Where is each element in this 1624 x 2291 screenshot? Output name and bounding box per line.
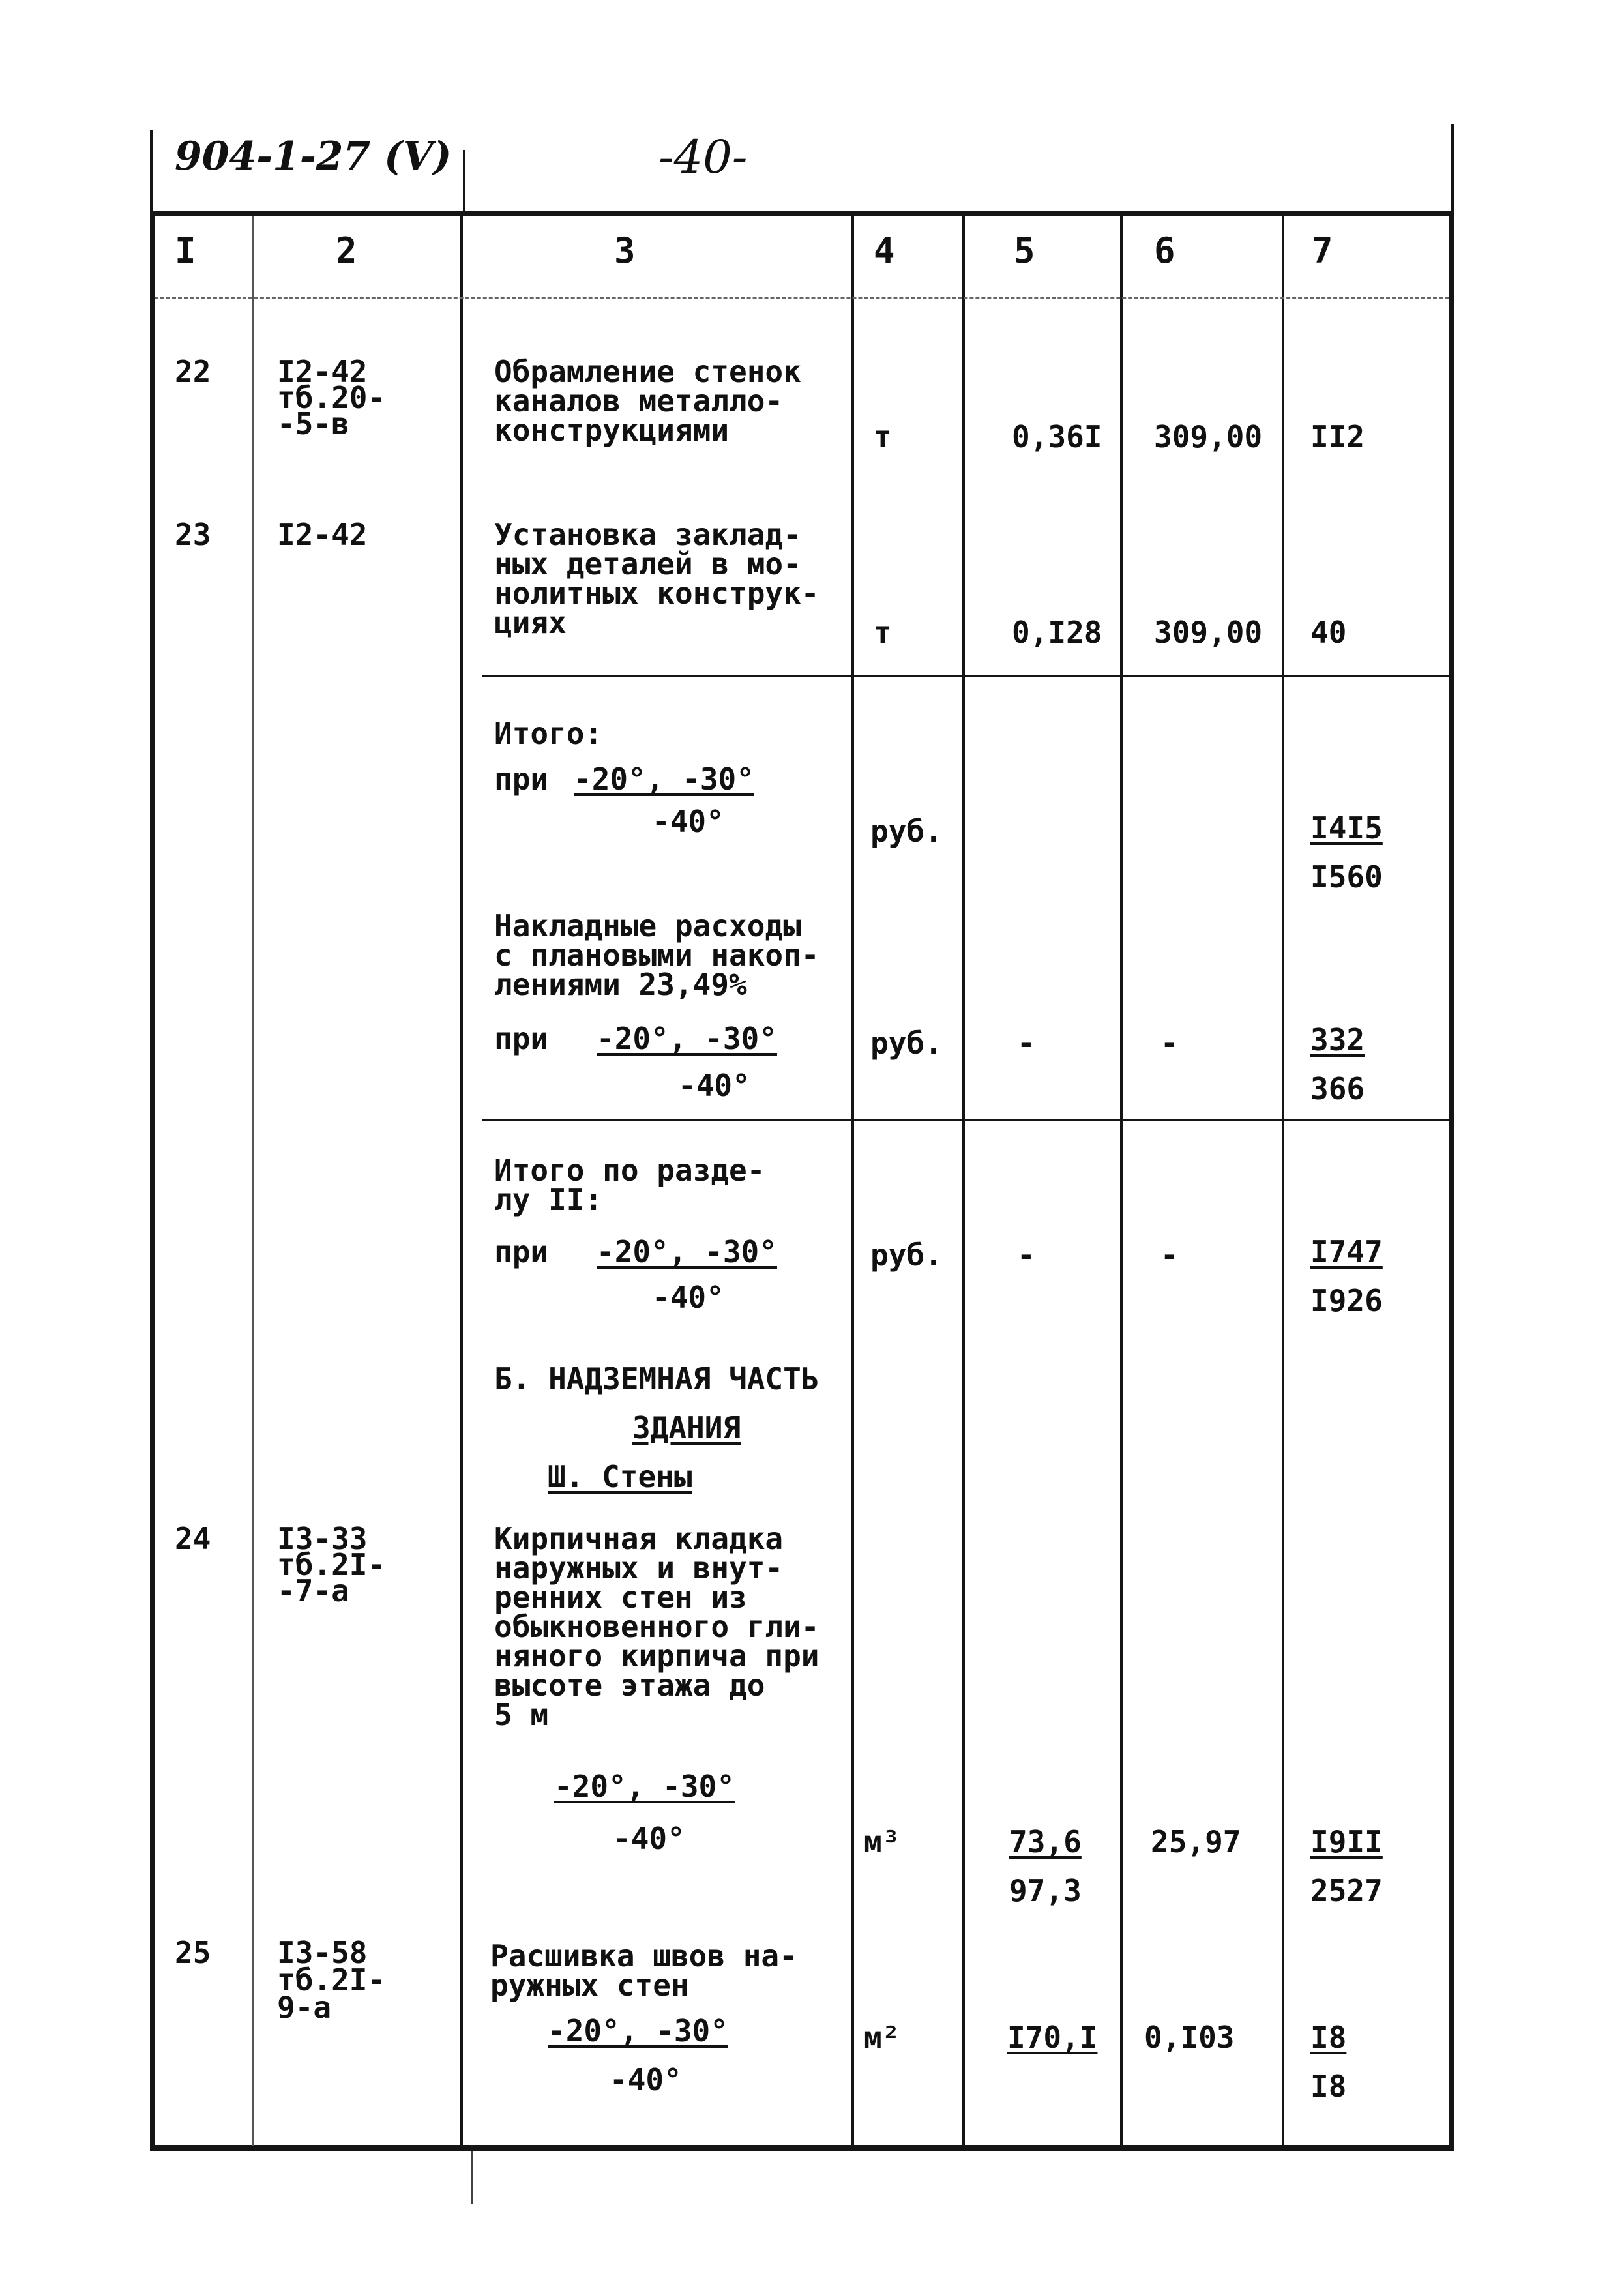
col-header-7: 7	[1312, 230, 1333, 271]
work-description-line: Накладные расходы	[494, 908, 801, 943]
temperature-upper: -20°, -30°	[548, 2013, 728, 2048]
quantity: -	[1017, 1026, 1035, 1061]
temperature-lower: -40°	[652, 1280, 724, 1315]
section-title	[494, 1363, 819, 1395]
work-description-line: ренних стен из	[494, 1580, 747, 1615]
col-divider-1	[252, 216, 254, 2146]
norm-code-line: I3-58	[277, 1935, 368, 1970]
condition-prefix: при	[494, 1021, 549, 1056]
temperature-upper: -20°, -30°	[597, 1234, 777, 1269]
quantity: -	[1017, 1237, 1035, 1273]
table-top-border	[150, 211, 1454, 216]
col-header-1: I	[175, 230, 196, 271]
temperature-lower: -40°	[678, 1068, 750, 1103]
row-number: 23	[175, 517, 211, 552]
unit: т	[874, 419, 892, 454]
work-description-line: циях	[494, 605, 567, 640]
table-left-border	[150, 211, 155, 2151]
work-description-line: каналов металло-	[494, 383, 784, 419]
quantity: 0,36I	[1012, 419, 1102, 454]
temperature-lower: -40°	[613, 1821, 685, 1856]
col-divider-2	[460, 216, 463, 2146]
unit-price: 0,I03	[1144, 2020, 1235, 2055]
work-description-line: высоте этажа до	[494, 1668, 765, 1703]
unit-price: 309,00	[1154, 615, 1263, 650]
work-description-line: обыкновенного гли-	[494, 1609, 819, 1644]
section-title-line: Б. НАДЗЕМНАЯ ЧАСТЬ	[494, 1361, 819, 1397]
col-divider-3	[851, 216, 854, 2146]
work-description-line: с плановыми накоп-	[494, 938, 819, 973]
quantity: 0,I28	[1012, 615, 1102, 650]
temperature-upper: -20°, -30°	[574, 761, 754, 797]
unit: м²	[864, 2020, 900, 2055]
row-number: 25	[175, 1935, 211, 1970]
work-description-line: Установка заклад-	[494, 517, 801, 552]
row-number: 22	[175, 354, 211, 389]
temperature-lower: -40°	[610, 2062, 682, 2097]
norm-code-line: тб.20-	[277, 380, 386, 415]
col-divider-4	[962, 216, 965, 2146]
temperature-upper: -20°, -30°	[554, 1769, 735, 1804]
header-row-divider	[155, 297, 1449, 299]
work-description-line: Расшивка швов на-	[490, 1938, 797, 1973]
total-cost-lower: 366	[1310, 1071, 1365, 1106]
norm-code-line: тб.2I-	[277, 1547, 386, 1582]
col-header-3: 3	[614, 230, 636, 271]
header-right-rule	[1451, 124, 1454, 215]
work-description-line: 5 м	[494, 1697, 549, 1732]
norm-code-line: I2-42	[277, 354, 368, 389]
work-description-line: ружных стен	[490, 1968, 689, 2003]
work-description-line: ных деталей в мо-	[494, 546, 801, 582]
table-right-border	[1449, 211, 1454, 2151]
header-left-rule	[150, 130, 153, 215]
norm-code-line: I2-42	[277, 517, 368, 552]
quantity-upper: 73,6	[1009, 1824, 1082, 1859]
total-cost-upper: I4I5	[1310, 810, 1383, 846]
unit: руб.	[870, 814, 943, 849]
row-number: 24	[175, 1521, 211, 1556]
section-title-line: ЗДАНИЯ	[632, 1410, 741, 1445]
total-cost-lower: I926	[1310, 1283, 1383, 1318]
norm-code-line: I3-33	[277, 1521, 368, 1556]
work-description-line: конструкциями	[494, 413, 730, 448]
unit-price: 25,97	[1151, 1824, 1241, 1859]
col-header-4: 4	[874, 230, 895, 271]
quantity-lower: 97,3	[1009, 1873, 1082, 1908]
norm-code-line: -5-в	[277, 406, 349, 441]
condition-prefix: при	[494, 761, 549, 797]
rule-after-row-23	[482, 675, 1449, 677]
total-cost-lower: I8	[1310, 2069, 1347, 2104]
work-description-line: нолитных конструк-	[494, 576, 819, 611]
page-number: -40-	[658, 130, 748, 184]
condition-prefix: при	[494, 1234, 549, 1269]
total-cost-lower: I560	[1310, 859, 1383, 894]
col-header-5: 5	[1014, 230, 1035, 271]
work-description-line: лу II:	[494, 1182, 603, 1217]
total-cost-upper: I8	[1310, 2020, 1347, 2055]
unit: т	[874, 615, 892, 650]
norm-code-line: -7-а	[277, 1573, 349, 1608]
header-mid-rule	[463, 150, 465, 215]
work-description-line: Обрамление стенок	[494, 354, 801, 389]
work-description-line: наружных и внут-	[494, 1550, 784, 1586]
unit-price: -	[1160, 1026, 1179, 1061]
col-header-6: 6	[1154, 230, 1175, 271]
unit: руб.	[870, 1237, 943, 1273]
total-cost-upper: I747	[1310, 1234, 1383, 1269]
subsection-title: Ш. Стены	[548, 1459, 692, 1494]
temperature-upper: -20°, -30°	[597, 1021, 777, 1056]
document-code: 904-1-27 (V)	[175, 134, 452, 179]
norm-code-line: 9-а	[277, 1990, 332, 2025]
total-cost-upper: I9II	[1310, 1824, 1383, 1859]
total-cost: 40	[1310, 615, 1347, 650]
page-tick	[471, 2151, 473, 2204]
total-cost-lower: 2527	[1310, 1873, 1383, 1908]
col-header-2: 2	[336, 230, 357, 271]
col-divider-6	[1282, 216, 1284, 2146]
work-description-line: Итого по разде-	[494, 1153, 765, 1188]
subtotal-label: Итого:	[494, 716, 603, 751]
unit-price: 309,00	[1154, 419, 1263, 454]
work-description-line: няного кирпича при	[494, 1638, 819, 1674]
unit: м³	[864, 1824, 900, 1859]
col-divider-5	[1120, 216, 1123, 2146]
work-description-line: Кирпичная кладка	[494, 1521, 784, 1556]
unit: руб.	[870, 1026, 943, 1061]
temperature-lower: -40°	[652, 804, 724, 839]
unit-price: -	[1160, 1237, 1179, 1273]
norm-code-line: тб.2I-	[277, 1962, 386, 1998]
table-bottom-border	[150, 2145, 1454, 2151]
work-description-line: лениями 23,49%	[494, 967, 747, 1002]
total-cost: II2	[1310, 419, 1365, 454]
total-cost-upper: 332	[1310, 1022, 1365, 1057]
quantity: I70,I	[1007, 2020, 1098, 2055]
rule-after-overhead	[482, 1119, 1449, 1121]
